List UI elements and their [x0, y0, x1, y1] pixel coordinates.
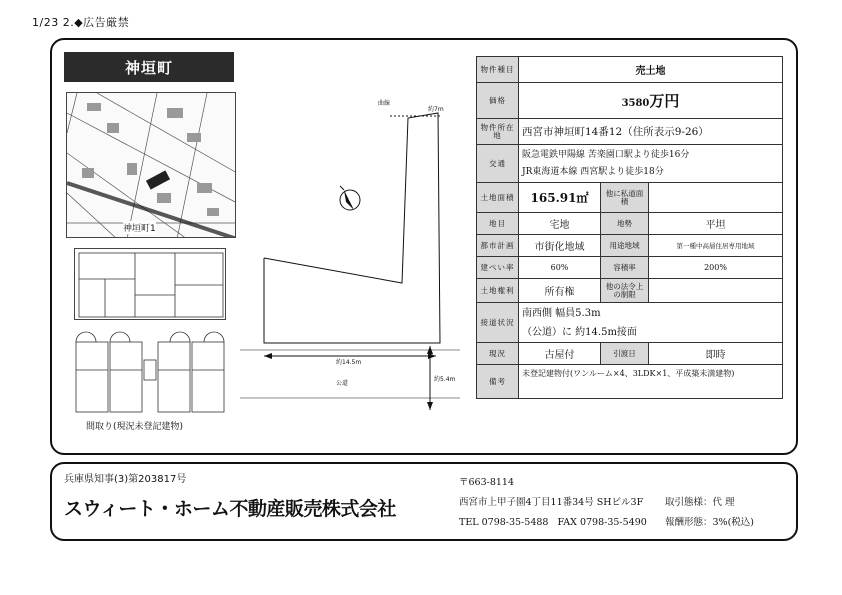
road-cell — [519, 303, 783, 343]
terrain-label: 地勢 — [601, 213, 649, 235]
north-arrow-icon — [340, 186, 360, 210]
floor-plan-units — [74, 330, 226, 414]
map-graphic — [67, 93, 236, 238]
license-number: 兵庫県知事(3)第203817号 — [64, 474, 187, 485]
city-plan-label: 都市計画 — [477, 235, 519, 257]
transport-label: 交通 — [477, 145, 519, 183]
phone-fax-row — [459, 513, 647, 533]
company-name: スウィート・ホーム不動産販売株式会社 — [64, 498, 396, 520]
handover-value: 即時 — [649, 343, 783, 365]
header-text: 1/23 2.◆広告厳禁 — [32, 16, 130, 29]
status-label: 現況 — [477, 343, 519, 365]
address-value: 西宮市神垣町14番12（住所表示9-26） — [519, 119, 783, 145]
price-label: 価格 — [477, 83, 519, 119]
company-contact — [459, 473, 647, 533]
transport-line-2: JR東海道本線 西宮駅より徒歩18分 — [522, 166, 664, 177]
category-label: 地目 — [477, 213, 519, 235]
legal-value — [649, 279, 783, 303]
site-drawing — [240, 88, 460, 428]
city-plan-value: 市街化地域 — [519, 235, 601, 257]
zoning-label: 用途地域 — [601, 235, 649, 257]
postal-code: 〒663-8114 — [459, 477, 515, 488]
site-drawing-graphic — [240, 88, 460, 428]
deal-type: 取引態様：代 理 — [665, 497, 735, 508]
floor-plan-main-graphic — [75, 249, 227, 321]
commission: 報酬形態：3%(税込) — [665, 517, 754, 528]
location-map — [66, 92, 236, 238]
other-area-value — [649, 183, 783, 213]
remarks-label: 備考 — [477, 365, 519, 399]
floor-plan-main — [74, 248, 226, 320]
map-label: 神垣町1 — [123, 221, 156, 234]
property-spec-table — [476, 56, 783, 399]
category-value: 宅地 — [519, 213, 601, 235]
legal-label: 他の法令上の制限 — [601, 279, 649, 303]
floor-plan-units-graphic — [74, 330, 226, 414]
coverage-label: 建ぺい率 — [477, 257, 519, 279]
price-cell — [519, 83, 783, 119]
road-line-1: 南西側 幅員5.3m — [522, 307, 601, 319]
other-area-label: 他に私道面積 — [601, 183, 649, 213]
far-value: 200% — [649, 257, 783, 279]
land-area-value: 165.91㎡ — [519, 183, 601, 213]
company-address: 西宮市上甲子園4丁目11番34号 SHビル3F — [459, 497, 644, 508]
site-road-label: 公道 — [336, 380, 349, 387]
address-label: 物件所在地 — [477, 119, 519, 145]
type-value: 売土地 — [519, 57, 783, 83]
price-unit: 万円 — [649, 92, 680, 110]
price-value: 3580 — [621, 98, 650, 109]
terrain-value: 平坦 — [649, 213, 783, 235]
road-line-2: （公道）に 約14.5m接面 — [522, 326, 637, 338]
area-name: 神垣町 — [64, 52, 234, 82]
site-left-label: 曲線 — [378, 100, 391, 107]
deal-terms — [665, 493, 754, 533]
rights-value: 所有権 — [519, 279, 601, 303]
zoning-value: 第一種中高層住居専用地域 — [649, 235, 783, 257]
rights-label: 土地権利 — [477, 279, 519, 303]
far-label: 容積率 — [601, 257, 649, 279]
site-top-label: 約7m — [428, 106, 444, 113]
floor-plan-caption: 間取り(現況未登記建物) — [86, 422, 184, 432]
land-area-label: 土地面積 — [477, 183, 519, 213]
road-label: 接道状況 — [477, 303, 519, 343]
transport-line-1: 阪急電鉄甲陽線 苦楽園口駅より徒歩16分 — [522, 149, 690, 160]
phone-number: TEL 0798-35-5488 — [459, 517, 549, 528]
transport-cell — [519, 145, 783, 183]
fax-number: FAX 0798-35-5490 — [557, 517, 647, 528]
handover-label: 引渡日 — [601, 343, 649, 365]
status-value: 古屋付 — [519, 343, 601, 365]
coverage-value: 60% — [519, 257, 601, 279]
remarks-value: 未登記建物付(ワンルーム×4、3LDK×1、平成築未満建物) — [519, 365, 783, 399]
site-frontage-label: 約14.5m — [336, 359, 362, 366]
type-label: 物件種目 — [477, 57, 519, 83]
site-depth-label: 約5.4m — [434, 376, 456, 383]
